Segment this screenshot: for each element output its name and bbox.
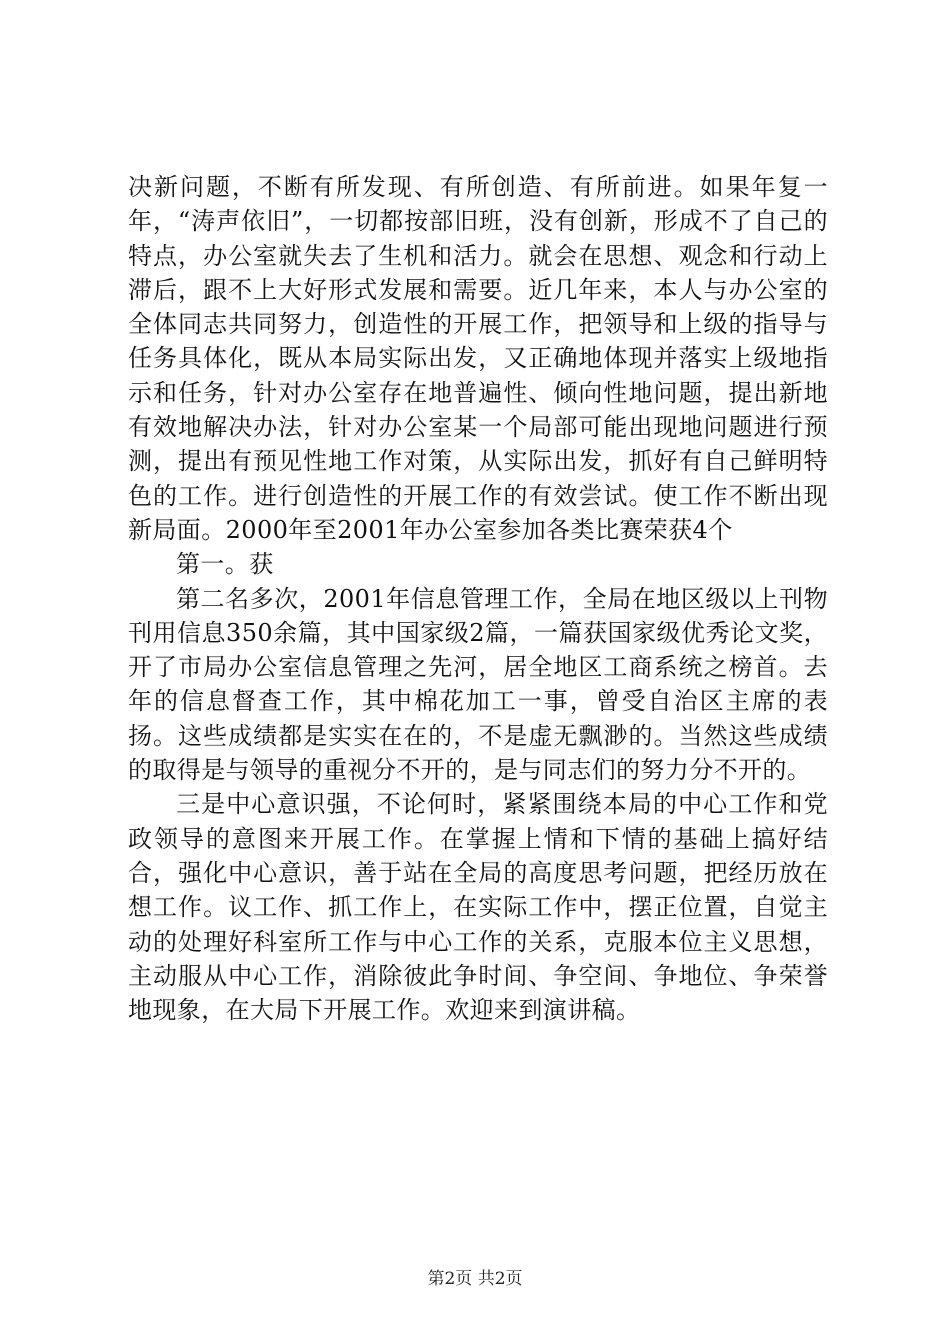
paragraph-3: 第二名多次，2001年信息管理工作，全局在地区级以上刊物刊用信息350余篇，其中国家级2篇，一篇获国家级优秀论文奖，开了市局办公室信息管理之先河，居全地区工商系统之榜首。去年的信息督查工作，其中棉花加工一事，曾受自治区主席的表扬。这些成绩都是实实在在的，不是虚无飘渺的。当然这些成绩的取得是与领导的重视分不开的，是与同志们的努力分不开的。 <box>128 584 828 785</box>
paragraph-4: 三是中心意识强，不论何时，紧紧围绕本局的中心工作和党政领导的意图来开展工作。在掌握上情和下情的基础上搞好结合，强化中心意识，善于站在全局的高度思考问题，把经历放在想工作。议工作、抓工作上，在实际工作中，摆正位置，自觉主动的处理好科室所工作与中心工作的关系，克服本位主义思想，主动服从中心工作，消除彼此争时间、争空间、争地位、争荣誉地现象，在大局下开展工作。欢迎来到演讲稿。 <box>128 790 828 1025</box>
page-footer <box>0 1268 950 1290</box>
document-body <box>128 170 828 1027</box>
paragraph-1: 决新问题，不断有所发现、有所创造、有所前进。如果年复一年，“涛声依旧”，一切都按部旧班，没有创新，形成不了自己的特点，办公室就失去了生机和活力。就会在思想、观念和行动上滞后，跟不上大好形式发展和需要。近几年来，本人与办公室的全体同志共同努力，创造性的开展工作，把领导和上级的指导与任务具体化，既从本局实际出发，又正确地体现并落实上级地指示和任务，针对办公室存在地普遍性、倾向性地问题，提出新地有效地解决办法，针对办公室某一个局部可能出现地问题进行预测，提出有预见性地工作对策，从实际出发，抓好有自己鲜明特色的工作。进行创造性的开展工作的有效尝试。使工作不断出现新局面。2000年至2001年办公室参加各类比赛荣获4个 <box>128 173 828 544</box>
paragraph-2: 第一。获 <box>176 550 274 579</box>
page-number: 第2页 共2页 <box>427 1269 523 1289</box>
